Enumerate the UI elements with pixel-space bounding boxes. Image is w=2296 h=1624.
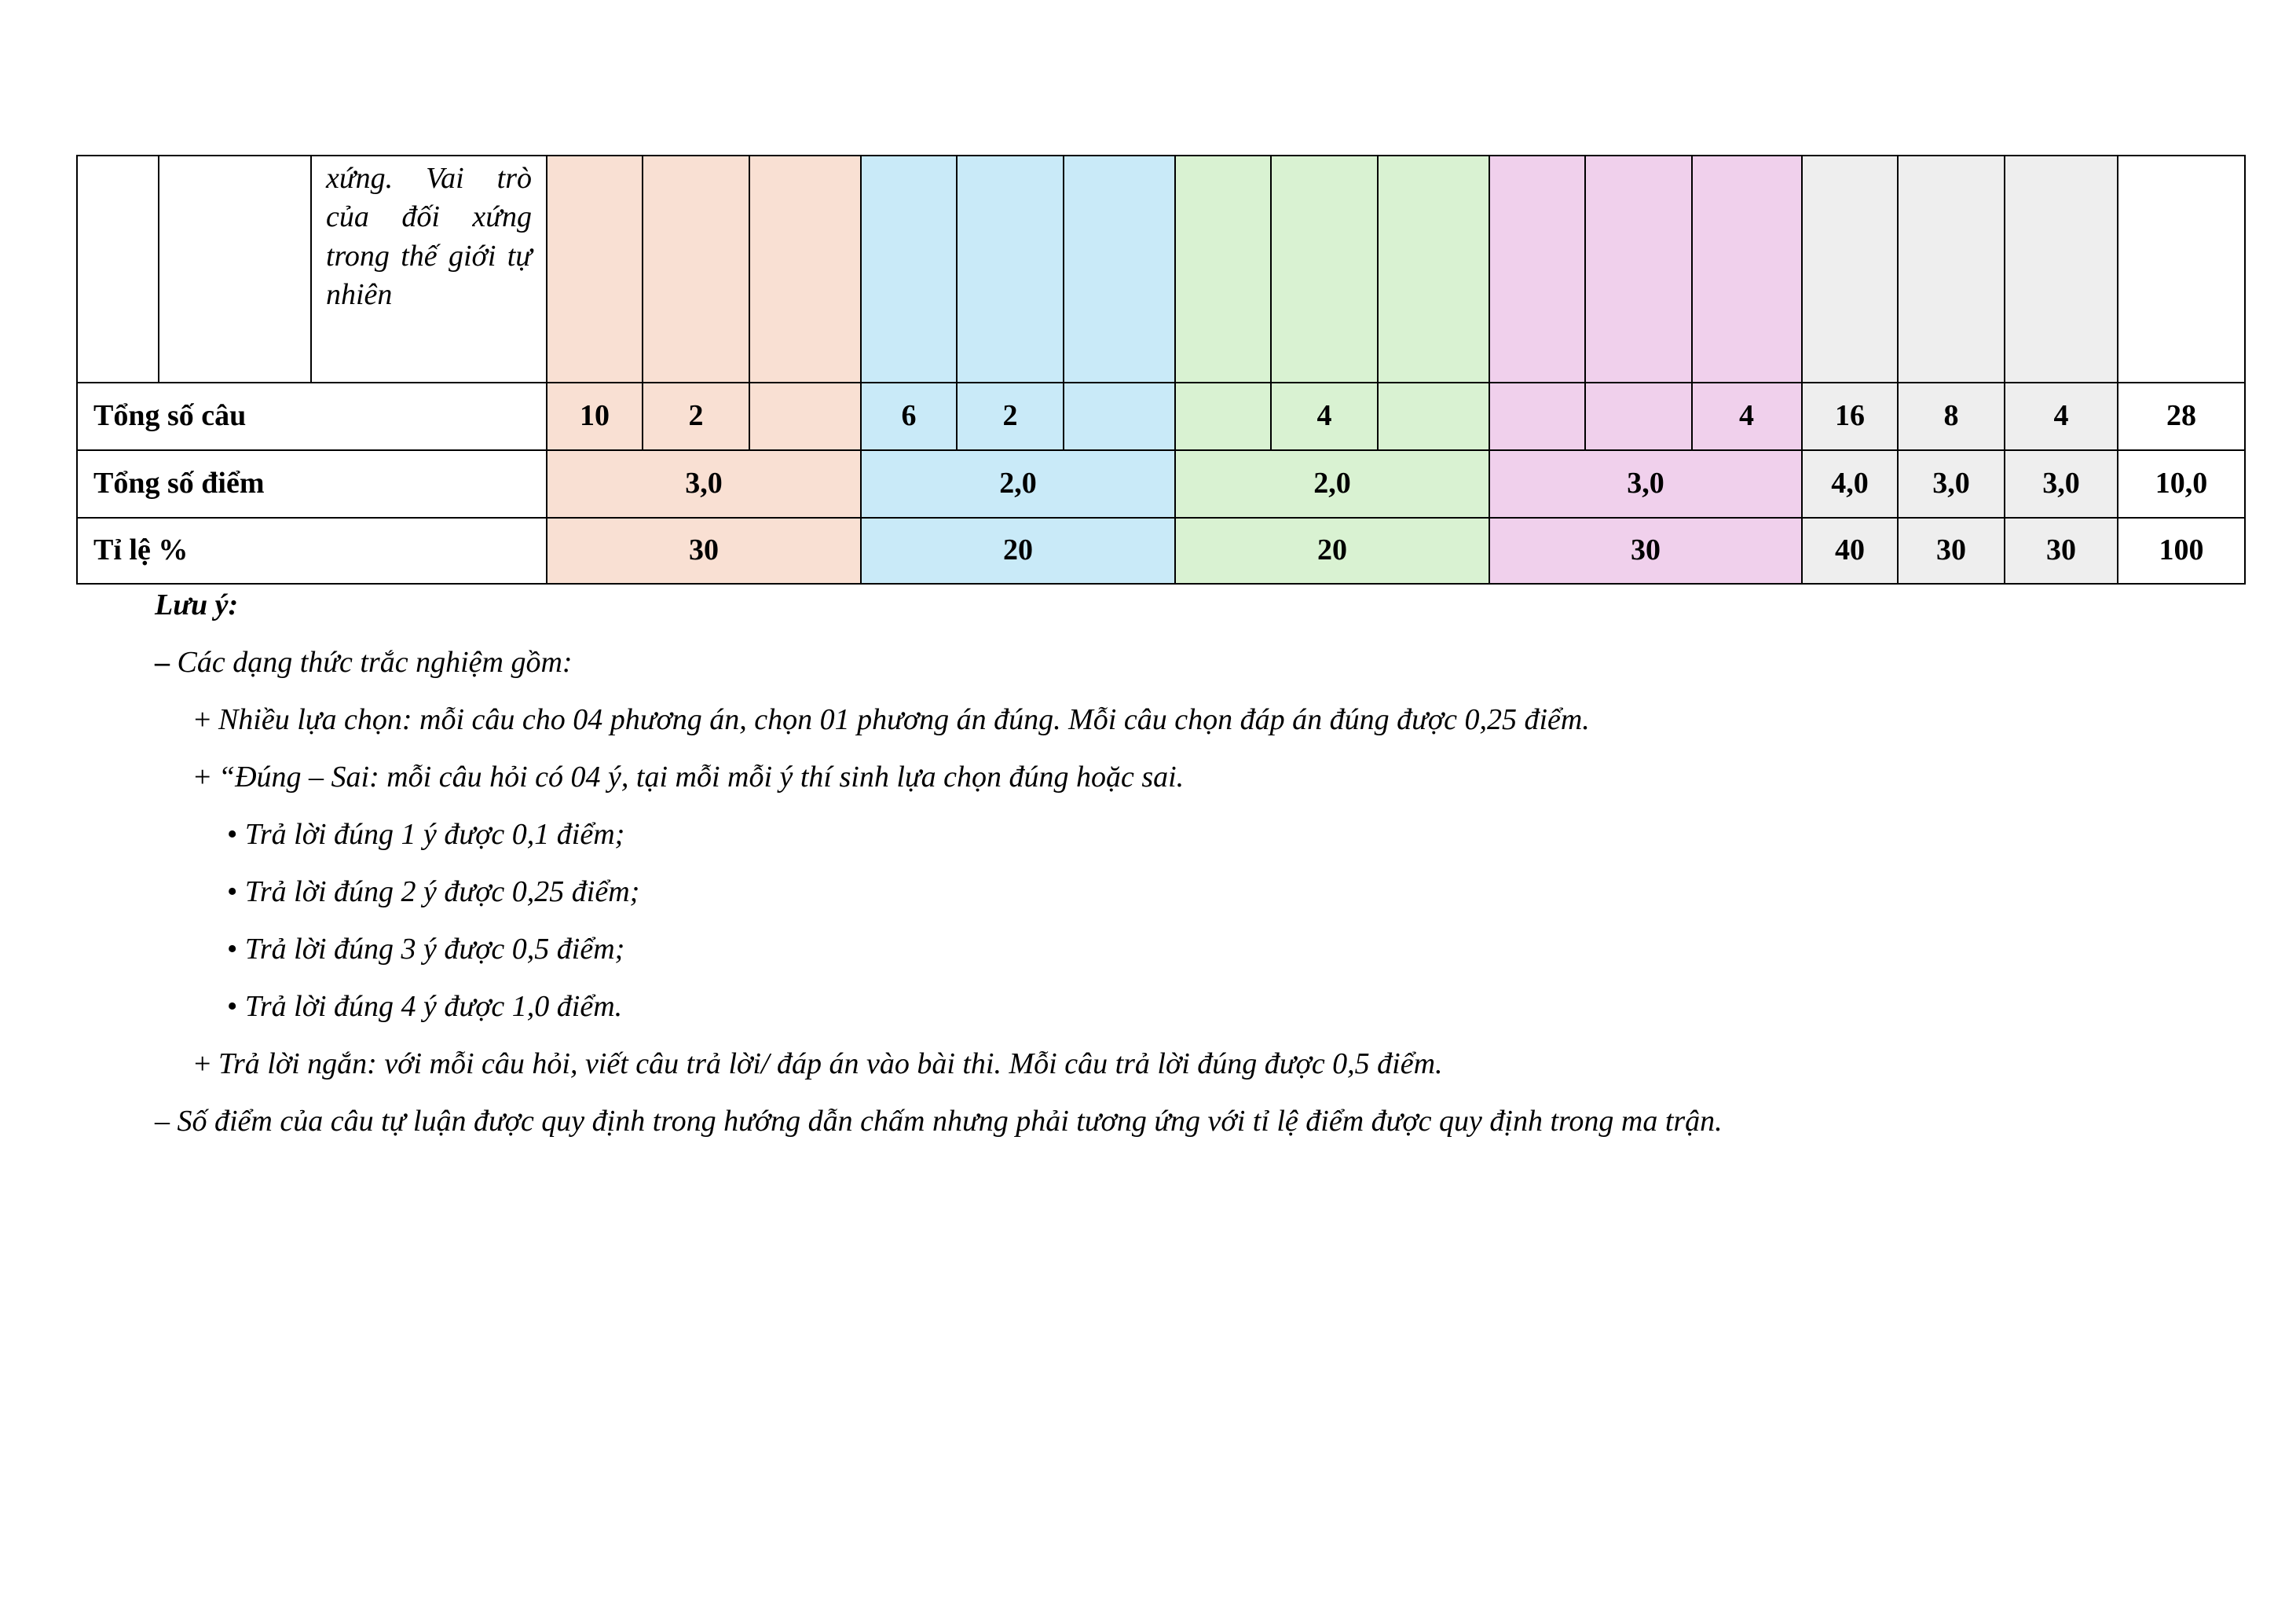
cell-empty xyxy=(1802,156,1898,383)
group-cell: 3,0 xyxy=(547,450,861,518)
cell-empty xyxy=(1378,156,1489,383)
cell-empty xyxy=(1898,156,2005,383)
note-text: Trả lời đúng 2 ý được 0,25 điểm; xyxy=(244,875,640,908)
note-intro xyxy=(155,643,573,682)
note-text: “Đúng – Sai: mỗi câu hỏi có 04 ý, tại mỗi mỗi ý thí sinh lựa chọn đúng hoặc sai. xyxy=(218,761,1185,794)
table-cell: 3,0 xyxy=(1898,450,2005,518)
table-cell: 6 xyxy=(861,383,957,450)
table-cell xyxy=(1585,383,1692,450)
cell-empty xyxy=(1175,156,1271,383)
content-line: nhiên xyxy=(326,278,393,312)
cell-empty xyxy=(1489,156,1585,383)
table-cell: 28 xyxy=(2118,383,2245,450)
row-label: Tổng số câu xyxy=(77,383,547,450)
note-text: Nhiều lựa chọn: mỗi câu cho 04 phương án, chọn 01 phương án đúng. Mỗi câu chọn đáp án đúng được 0,25 điểm. xyxy=(218,703,1590,736)
group-cell: 20 xyxy=(861,518,1175,584)
table-cell: 40 xyxy=(1802,518,1898,584)
table-cell: 4 xyxy=(1692,383,1802,450)
tf-score-item xyxy=(227,815,624,854)
table-cell: 30 xyxy=(2005,518,2118,584)
group-cell: 3,0 xyxy=(1489,450,1802,518)
group-cell: 30 xyxy=(547,518,861,584)
content-row xyxy=(77,156,2245,383)
plus-marker: + xyxy=(194,703,211,736)
table-cell: 3,0 xyxy=(2005,450,2118,518)
table-cell xyxy=(749,383,861,450)
tf-score-item xyxy=(227,987,622,1026)
row-label: Tổng số điểm xyxy=(77,450,547,518)
note-text: Trả lời ngắn: với mỗi câu hỏi, viết câu trả lời/ đáp án vào bài thi. Mỗi câu trả lời đúng được 0,5 điểm. xyxy=(218,1047,1443,1080)
cell-empty xyxy=(643,156,749,383)
group-cell: 30 xyxy=(1489,518,1802,584)
row-label: Tỉ lệ % xyxy=(77,518,547,584)
note-text: Các dạng thức trắc nghiệm gồm: xyxy=(177,646,573,679)
table-cell: 8 xyxy=(1898,383,2005,450)
table-cell: 100 xyxy=(2118,518,2245,584)
table-cell: 2 xyxy=(643,383,749,450)
plus-marker: + xyxy=(194,761,211,794)
note-text: Trả lời đúng 3 ý được 0,5 điểm; xyxy=(244,933,625,966)
note-essay xyxy=(155,1102,1723,1141)
content-line: trong thế giới tự xyxy=(326,239,532,273)
percentage-row xyxy=(77,518,2245,584)
cell-empty xyxy=(861,156,957,383)
table-cell: 4 xyxy=(1271,383,1378,450)
content-line: của đối xứng xyxy=(326,200,532,234)
bullet-icon: • xyxy=(227,875,238,908)
bullet-icon: • xyxy=(227,818,238,851)
note-short-answer xyxy=(194,1044,1443,1083)
tf-score-item xyxy=(227,872,639,911)
note-text: Trả lời đúng 1 ý được 0,1 điểm; xyxy=(244,818,625,851)
note-true-false xyxy=(194,757,1184,797)
tf-score-item xyxy=(227,929,624,969)
table-cell: 10,0 xyxy=(2118,450,2245,518)
cell-empty xyxy=(2005,156,2118,383)
assessment-matrix-table xyxy=(76,155,2246,585)
content-line: xứng. Vai trò xyxy=(326,162,532,195)
note-multiple-choice xyxy=(194,700,1590,739)
group-cell: 2,0 xyxy=(861,450,1175,518)
table-cell: 30 xyxy=(1898,518,2005,584)
table-cell: 16 xyxy=(1802,383,1898,450)
cell-blank xyxy=(77,156,159,383)
table-cell xyxy=(1378,383,1489,450)
cell-blank xyxy=(159,156,311,383)
content-description-cell xyxy=(311,156,547,383)
cell-empty xyxy=(2118,156,2245,383)
dash-marker: – xyxy=(155,1105,170,1138)
plus-marker: + xyxy=(194,1047,211,1080)
cell-empty xyxy=(1064,156,1175,383)
note-text: Số điểm của câu tự luận được quy định trong hướng dẫn chấm nhưng phải tương ứng với tỉ lệ điểm được quy định trong ma trận. xyxy=(177,1105,1723,1138)
table-cell xyxy=(1175,383,1271,450)
bullet-icon: • xyxy=(227,933,238,966)
dash-marker: – xyxy=(155,646,170,679)
table-cell: 4,0 xyxy=(1802,450,1898,518)
notes-title: Lưu ý: xyxy=(155,588,239,621)
note-text: Trả lời đúng 4 ý được 1,0 điểm. xyxy=(244,990,623,1023)
table-cell xyxy=(1064,383,1175,450)
total-questions-row xyxy=(77,383,2245,450)
cell-empty xyxy=(957,156,1064,383)
cell-empty xyxy=(1271,156,1378,383)
cell-empty xyxy=(749,156,861,383)
bullet-icon: • xyxy=(227,990,238,1023)
group-cell: 20 xyxy=(1175,518,1489,584)
cell-empty xyxy=(1585,156,1692,383)
cell-empty xyxy=(1692,156,1802,383)
table-cell: 2 xyxy=(957,383,1064,450)
cell-empty xyxy=(547,156,643,383)
total-points-row xyxy=(77,450,2245,518)
table-cell xyxy=(1489,383,1585,450)
table-cell: 4 xyxy=(2005,383,2118,450)
table-cell: 10 xyxy=(547,383,643,450)
group-cell: 2,0 xyxy=(1175,450,1489,518)
